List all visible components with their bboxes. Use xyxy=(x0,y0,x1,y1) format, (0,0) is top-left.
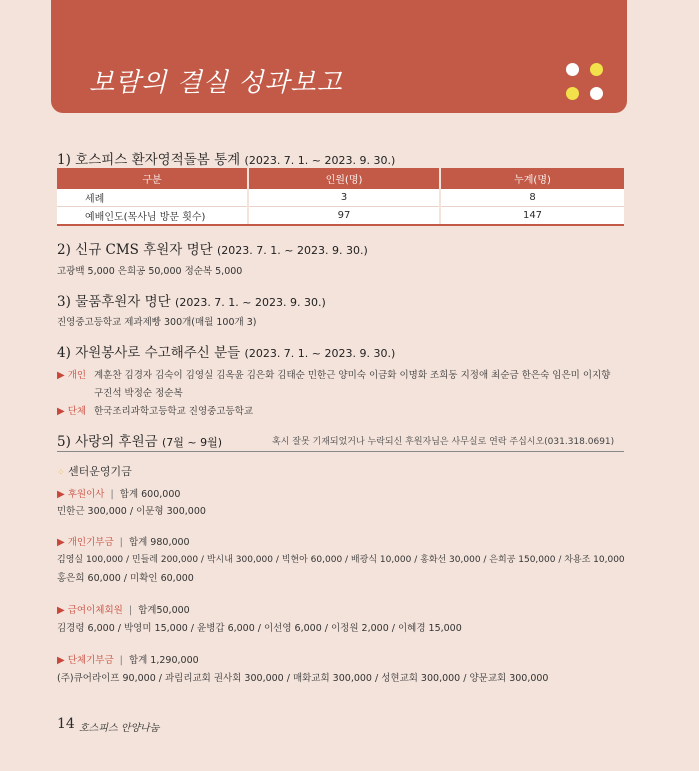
group-names: 한국조리과학고등학교 진영중고등학교 xyxy=(94,406,254,417)
group-label: 단체 xyxy=(67,406,87,417)
donation-group-label: 급여이체회원 xyxy=(67,605,123,616)
section5-period: (7월 ~ 9월) xyxy=(161,436,223,449)
fund-title: 센터운영기금 xyxy=(68,465,132,478)
stats-header-category: 구분 xyxy=(57,168,248,189)
section2-period: (2023. 7. 1. ~ 2023. 9. 30.) xyxy=(217,244,368,257)
donation-group-header xyxy=(57,534,190,548)
footer-publication-name: 호스피스 안양나눔 xyxy=(79,723,160,734)
section1-period: (2023. 7. 1. ~ 2023. 9. 30.) xyxy=(244,154,396,167)
volunteer-group-row xyxy=(57,403,86,417)
donation-group-header xyxy=(57,486,180,500)
section1-title-text: 1) 호스피스 환자영적돌봄 통계 xyxy=(57,152,241,168)
section3-title xyxy=(57,290,326,310)
separator: | xyxy=(107,489,117,500)
table-row xyxy=(57,189,624,207)
separator: | xyxy=(125,605,136,616)
decor-dot-yellow-1 xyxy=(590,63,603,76)
donation-group-header xyxy=(57,652,199,666)
section3-title-text: 3) 물품후원자 명단 xyxy=(57,294,171,310)
section3-body: 진영중고등학교 제과제빵 300개(매월 100개 3) xyxy=(57,317,257,328)
section4-title-text: 4) 자원봉사로 수고해주신 분들 xyxy=(57,345,241,361)
decor-dot-white-1 xyxy=(566,63,579,76)
table-cell: 3 xyxy=(248,189,440,207)
banner-title: 보람의 결실 성과보고 xyxy=(89,68,343,98)
individual-label: 개인 xyxy=(67,370,87,381)
table-cell: 8 xyxy=(440,189,624,207)
donation-group-header xyxy=(57,602,190,616)
donation-group-total: 합계 600,000 xyxy=(119,489,181,500)
section2-title xyxy=(57,238,368,258)
donation-group-label: 단체기부금 xyxy=(67,655,114,666)
table-cell: 97 xyxy=(248,207,440,226)
section4-title xyxy=(57,341,395,361)
arrow-right-icon: ▶ xyxy=(57,655,65,666)
arrow-right-icon: ▶ xyxy=(57,406,65,417)
arrow-right-icon: ▶ xyxy=(57,489,65,500)
decor-dot-yellow-2 xyxy=(566,87,579,100)
stats-header-count: 인원(명) xyxy=(248,168,440,189)
donation-group-total: 합계50,000 xyxy=(138,605,190,616)
arrow-right-icon: ▶ xyxy=(57,605,65,616)
table-cell: 예배인도(목사님 방문 횟수) xyxy=(57,207,248,226)
table-cell: 세례 xyxy=(57,189,248,207)
section5-title xyxy=(57,430,222,450)
section4-period: (2023. 7. 1. ~ 2023. 9. 30.) xyxy=(244,347,396,360)
donation-line: 홍은희 60,000 / 미확인 60,000 xyxy=(57,573,194,584)
donation-line: 김경령 6,000 / 박영미 15,000 / 윤병갑 6,000 / 이선영 6,000 / 이정원 2,000 / 이혜경 15,000 xyxy=(57,623,462,634)
stats-table xyxy=(57,168,624,226)
section5-divider xyxy=(57,451,624,452)
decor-dot-white-2 xyxy=(590,87,603,100)
donation-line: (주)큐어라이프 90,000 / 과림리교회 권사회 300,000 / 매화교회 300,000 / 성현교회 300,000 / 양문교회 300,000 xyxy=(57,673,549,684)
donation-group-total: 합계 1,290,000 xyxy=(128,655,199,666)
section1-title xyxy=(57,148,395,168)
separator: | xyxy=(116,655,126,666)
stats-header-total: 누계(명) xyxy=(440,168,624,189)
section3-period: (2023. 7. 1. ~ 2023. 9. 30.) xyxy=(175,296,326,309)
arrow-right-icon: ▶ xyxy=(57,370,65,381)
page-number: 14 xyxy=(57,716,75,732)
section5-notice: 혹시 잘못 기재되었거나 누락되신 후원자님은 사무실로 연락 주십시오(031.318.0691) xyxy=(272,437,615,447)
donation-group-label: 후원이사 xyxy=(67,489,105,500)
donation-group-total: 합계 980,000 xyxy=(128,537,190,548)
separator: | xyxy=(116,537,126,548)
individual-names-line1: 계훈찬 김경자 김숙이 김영실 김옥윤 김은화 김태순 민한근 양미숙 이금화 이명화 조희동 지정애 최순금 한은숙 임은미 이지향 xyxy=(94,370,611,381)
header-banner xyxy=(51,0,627,113)
donation-group-label: 개인기부금 xyxy=(67,537,114,548)
section2-title-text: 2) 신규 CMS 후원자 명단 xyxy=(57,242,213,258)
donation-line: 김영실 100,000 / 민들레 200,000 / 박시내 300,000 / 빅현아 60,000 / 배광식 10,000 / 홍화선 30,000 / 은희공 150,000 / 차용조 10,000 xyxy=(57,555,625,565)
section5-title-text: 5) 사랑의 후원금 xyxy=(57,434,158,450)
fund-title-row xyxy=(57,463,132,479)
table-row xyxy=(57,207,624,226)
arrow-right-icon: ▶ xyxy=(57,537,65,548)
sparkle-icon: ⁘ xyxy=(57,468,65,478)
volunteer-individual-row xyxy=(57,367,86,381)
table-cell: 147 xyxy=(440,207,624,226)
section2-body: 고광백 5,000 은희공 50,000 정순복 5,000 xyxy=(57,266,243,277)
individual-names-line2: 구진석 박정순 정순복 xyxy=(94,388,183,399)
donation-line: 민한근 300,000 / 이문형 300,000 xyxy=(57,506,206,517)
